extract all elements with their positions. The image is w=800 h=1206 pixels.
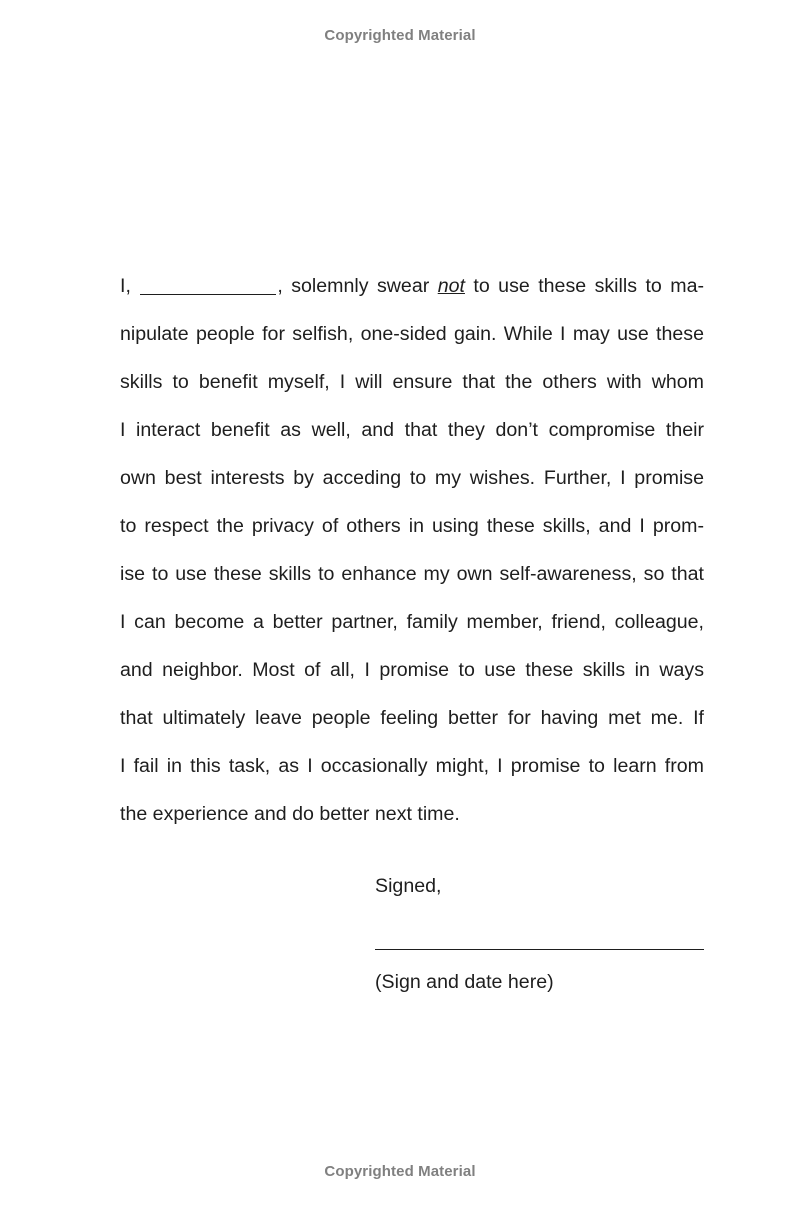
oath-line-4: I interact benefit as well, and that they don’t compromise their — [120, 419, 704, 441]
emphasized-not: not — [437, 275, 465, 297]
oath-swear-text: , solemnly swear — [277, 275, 430, 297]
oath-line-9: and neighbor. Most of all, I promise to use these skills in ways — [120, 659, 704, 681]
oath-line-7: ise to use these skills to enhance my own self-awareness, so that — [120, 563, 704, 585]
oath-opening: I, — [120, 275, 131, 297]
signature-caption: (Sign and date here) — [375, 971, 554, 993]
name-blank-field[interactable] — [140, 272, 276, 295]
oath-line-1-rest: to use these skills to ma- — [473, 275, 705, 297]
oath-line-12: the experience and do better next time. — [120, 803, 460, 825]
signature-block — [375, 868, 705, 993]
oath-line-5: own best interests by acceding to my wishes. Further, I promise — [120, 467, 704, 489]
signature-line-field[interactable] — [375, 949, 704, 950]
oath-line-3: skills to benefit myself, I will ensure that the others with whom — [120, 371, 704, 393]
signed-label: Signed, — [375, 875, 442, 897]
copyright-header: Copyrighted Material — [324, 27, 476, 44]
oath-line-6: to respect the privacy of others in using these skills, and I prom- — [120, 515, 704, 537]
oath-line-1 — [120, 268, 704, 316]
oath-line-10: that ultimately leave people feeling better for having met me. If — [120, 707, 704, 729]
copyright-footer: Copyrighted Material — [324, 1163, 476, 1180]
oath-line-11: I fail in this task, as I occasionally might, I promise to learn from — [120, 755, 704, 777]
oath-line-2: nipulate people for selfish, one-sided gain. While I may use these — [120, 323, 704, 345]
oath-line-8: I can become a better partner, family member, friend, colleague, — [120, 611, 704, 633]
oath-paragraph — [120, 268, 704, 844]
